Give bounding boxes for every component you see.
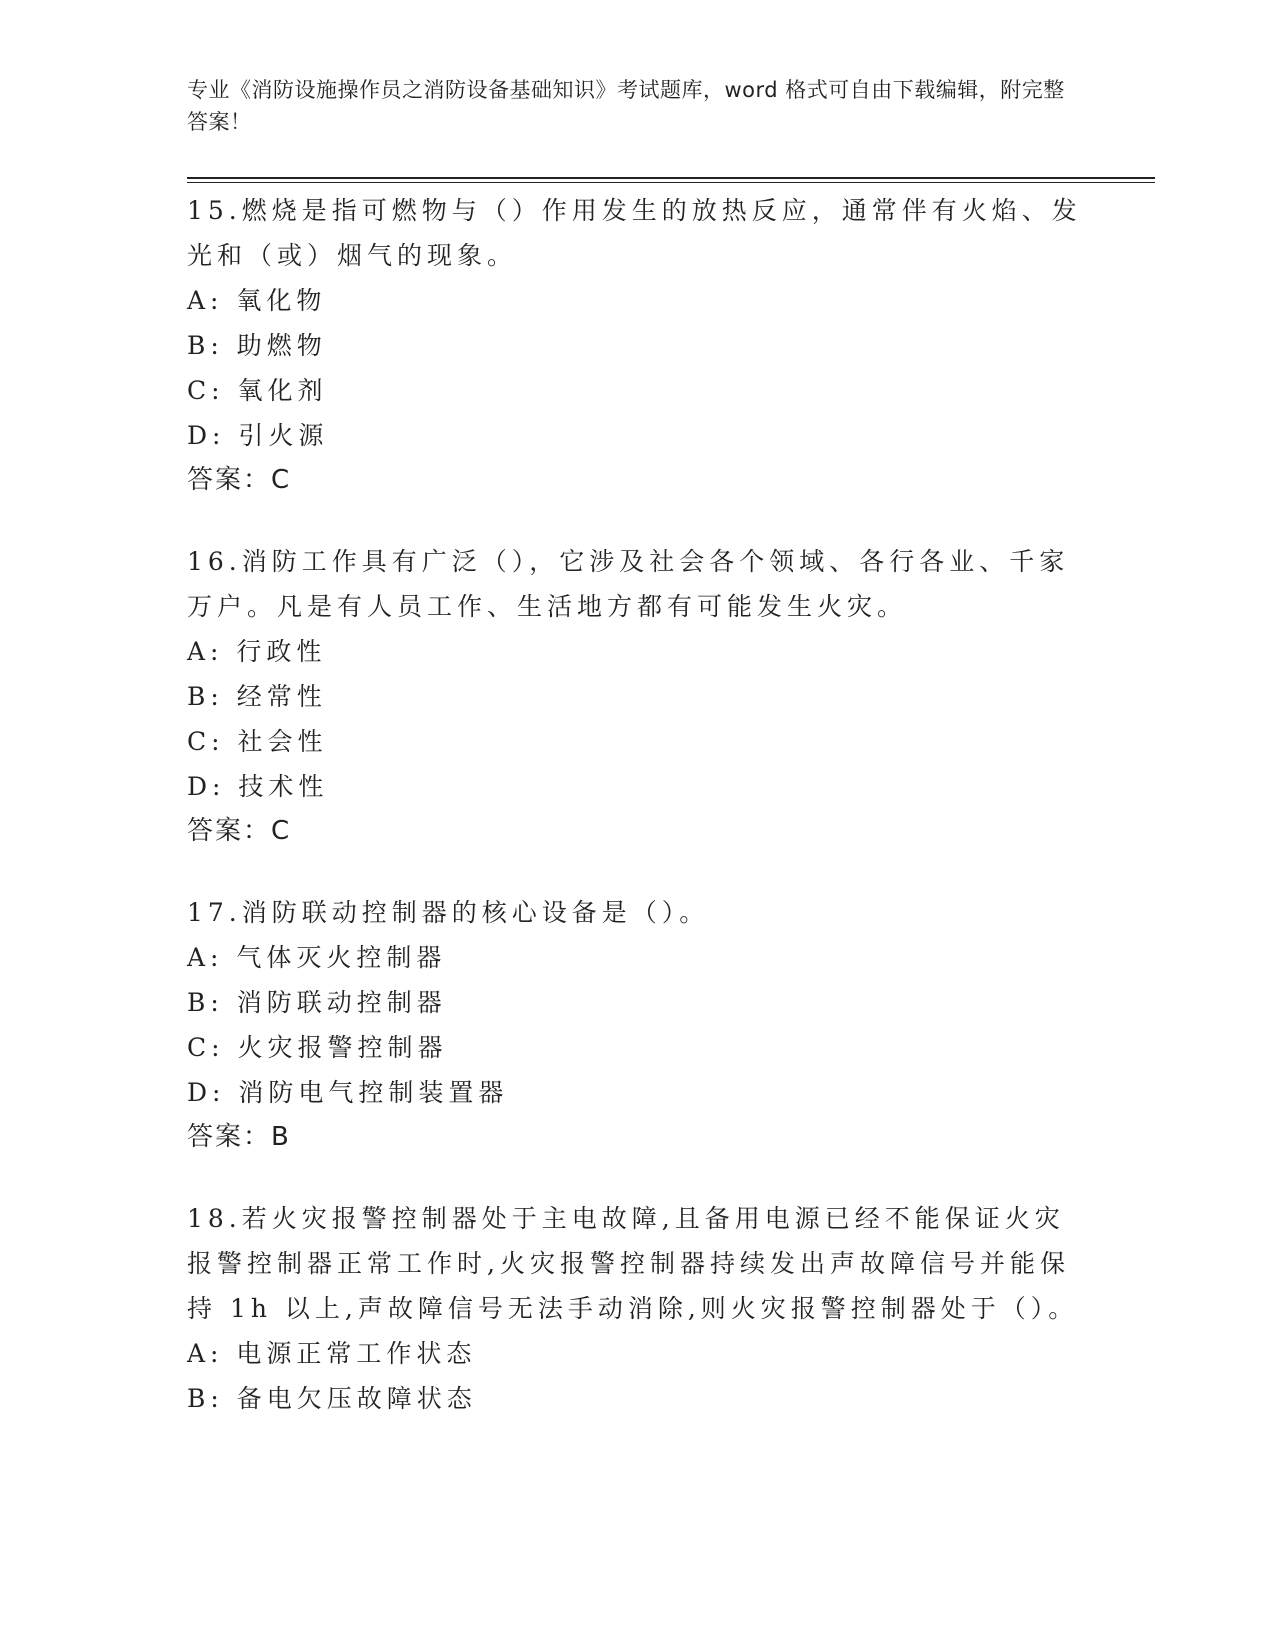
- question-stem: 16.消防工作具有广泛（），它涉及社会各个领域、各行各业、千家万户。凡是有人员工作、生活地方都有可能发生火灾。: [187, 547, 1070, 621]
- header-divider-thin: [187, 182, 1155, 183]
- option-c: C: 火灾报警控制器: [187, 1033, 448, 1062]
- option-c: C: 氧化剂: [187, 376, 328, 405]
- question-17: [187, 890, 1087, 1160]
- option-a: A: 行政性: [187, 637, 327, 666]
- question-stem: 18.若火灾报警控制器处于主电故障,且备用电源已经不能保证火灾报警控制器正常工作时,火灾报警控制器持续发出声故障信号并能保持 1h 以上,声故障信号无法手动消除,则火灾报警控制器处于（）。: [187, 1204, 1079, 1323]
- option-d: D: 消防电气控制装置器: [187, 1078, 509, 1107]
- question-list: [187, 188, 1087, 1457]
- question-15: [187, 188, 1087, 503]
- option-c: C: 社会性: [187, 727, 328, 756]
- option-b: B: 助燃物: [187, 331, 327, 360]
- question-stem: 17.消防联动控制器的核心设备是（）。: [187, 898, 710, 927]
- option-a: A: 气体灭火控制器: [187, 943, 447, 972]
- option-d: D: 技术性: [187, 772, 329, 801]
- answer-line: 答案：C: [187, 816, 292, 846]
- option-b: B: 备电欠压故障状态: [187, 1384, 477, 1413]
- option-b: B: 经常性: [187, 682, 327, 711]
- answer-line: 答案：C: [187, 465, 292, 495]
- option-b: B: 消防联动控制器: [187, 988, 447, 1017]
- question-stem: 15.燃烧是指可燃物与（）作用发生的放热反应，通常伴有火焰、发光和（或）烟气的现象。: [187, 196, 1082, 270]
- answer-line: 答案：B: [187, 1122, 291, 1152]
- question-16: [187, 539, 1087, 854]
- document-header: 专业《消防设施操作员之消防设备基础知识》考试题库，word 格式可自由下载编辑，附完整答案！: [187, 78, 1065, 134]
- option-d: D: 引火源: [187, 421, 329, 450]
- option-a: A: 电源正常工作状态: [187, 1339, 477, 1368]
- header-divider-thick: [187, 177, 1155, 179]
- option-a: A: 氧化物: [187, 286, 327, 315]
- question-18: [187, 1196, 1087, 1421]
